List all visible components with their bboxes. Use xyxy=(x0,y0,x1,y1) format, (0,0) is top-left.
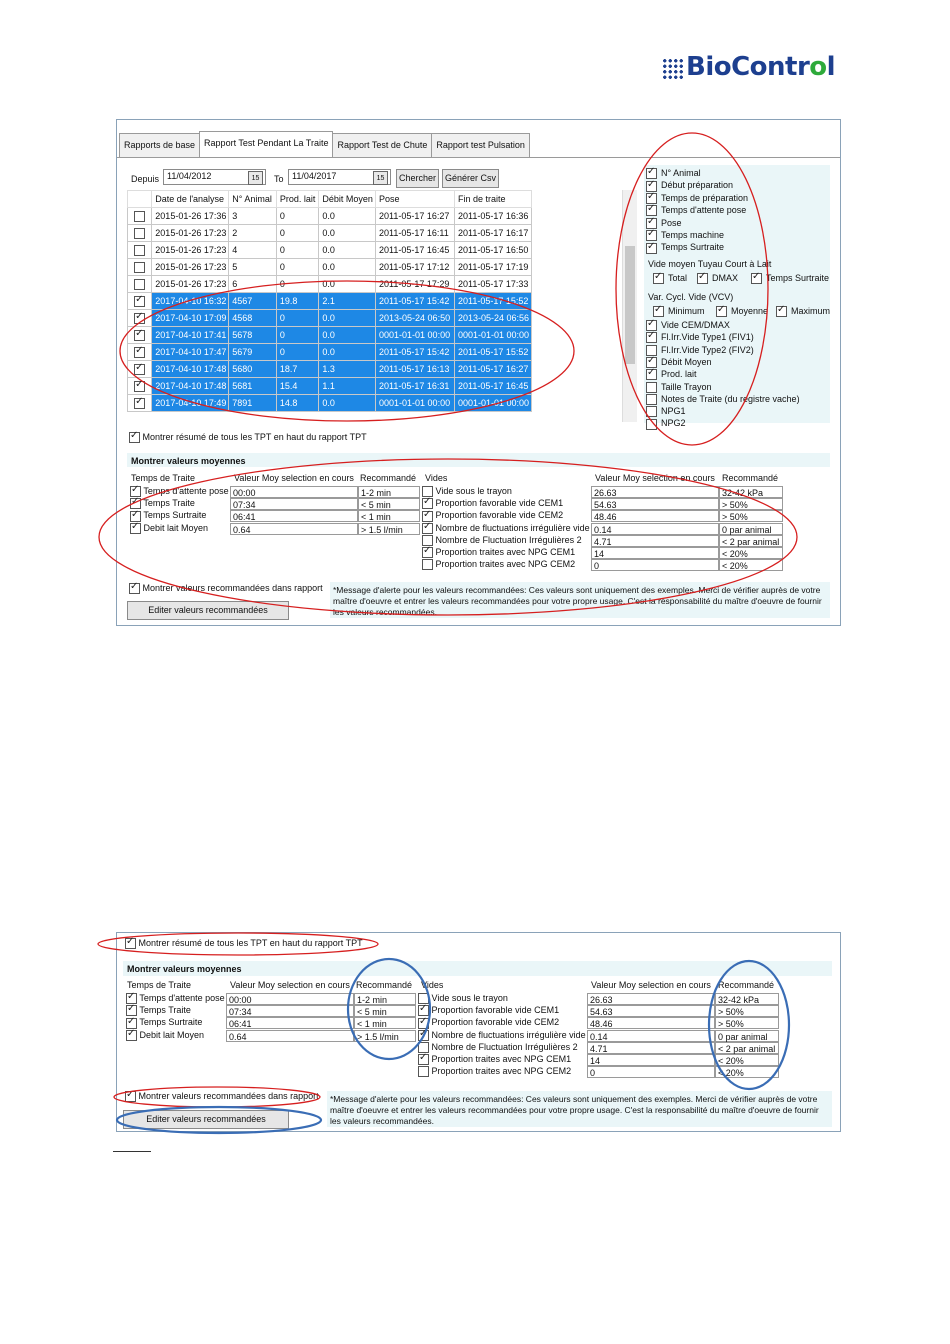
table-cell: 2017-04-10 17:09 xyxy=(152,310,229,327)
average-value-field: 26.63 xyxy=(591,486,719,498)
biocontrol-logo xyxy=(662,52,837,86)
checkbox[interactable] xyxy=(646,218,657,229)
from-date-field[interactable]: 11/04/2012 15 xyxy=(163,169,266,185)
average-label: Nombre de Fluctuation Irrégulières 2 xyxy=(431,1041,578,1052)
table-cell: 2017-04-10 17:48 xyxy=(152,378,229,395)
average-label: Proportion traites avec NPG CEM1 xyxy=(435,547,576,557)
logo-text: BioControl xyxy=(686,52,836,82)
checkbox[interactable] xyxy=(751,273,762,284)
column-option[interactable] xyxy=(646,242,724,253)
checkbox[interactable] xyxy=(418,1054,429,1065)
table-cell: 14.8 xyxy=(276,395,319,412)
table-cell: 2017-04-10 16:32 xyxy=(152,293,229,310)
average-value-field: 54.63 xyxy=(587,1005,715,1017)
table-cell: 0 xyxy=(276,310,319,327)
edit-recommended-button[interactable]: Editer valeurs recommandées xyxy=(123,1110,289,1129)
checkbox[interactable] xyxy=(125,938,136,949)
table-cell: 2013-05-24 06:50 xyxy=(376,310,455,327)
column-option[interactable] xyxy=(646,320,730,331)
recommended-value-field: < 5 min xyxy=(358,498,420,510)
column-option-label: Maximum xyxy=(791,306,831,316)
table-cell: 2011-05-17 16:45 xyxy=(454,378,531,395)
report-window-full xyxy=(116,119,841,626)
average-label: Temps Surtraite xyxy=(139,1017,203,1028)
average-row-label[interactable] xyxy=(418,1042,590,1053)
column-header: Vides xyxy=(421,980,444,990)
checkbox[interactable] xyxy=(646,193,657,204)
table-cell: 0 xyxy=(276,208,319,225)
to-date-field[interactable]: 11/04/2017 15 xyxy=(288,169,391,185)
from-label: Depuis xyxy=(131,174,160,184)
recommended-value-field: 1-2 min xyxy=(354,993,416,1005)
table-cell: 0.0 xyxy=(319,395,376,412)
table-cell: 5681 xyxy=(229,378,277,395)
column-option[interactable] xyxy=(646,332,754,343)
column-option[interactable] xyxy=(646,394,800,405)
checkbox[interactable] xyxy=(716,306,727,317)
column-option[interactable] xyxy=(646,193,748,204)
average-label: Proportion favorable vide CEM1 xyxy=(431,1005,560,1016)
table-cell: 1.1 xyxy=(319,378,376,395)
average-row-label[interactable] xyxy=(422,559,594,570)
checkbox[interactable] xyxy=(646,382,657,393)
column-option[interactable] xyxy=(646,357,712,368)
recommended-value-field: < 5 min xyxy=(354,1005,416,1017)
column-option[interactable] xyxy=(646,168,701,179)
table-cell: 2011-05-17 16:45 xyxy=(376,242,455,259)
average-label: Proportion favorable vide CEM1 xyxy=(435,498,564,509)
checkbox[interactable] xyxy=(126,1030,137,1041)
recommended-value-field: 32-42 kPa xyxy=(715,993,779,1005)
average-row-label[interactable] xyxy=(130,486,229,497)
tab-milking-test-report[interactable]: Rapport Test Pendant La Traite xyxy=(199,131,333,158)
recommended-value-field: 32-42 kPa xyxy=(719,486,783,498)
column-option[interactable] xyxy=(646,382,712,393)
table-cell: 2011-05-17 16:50 xyxy=(454,242,531,259)
column-option-label: Temps Surtraite xyxy=(766,273,830,283)
table-cell: 2011-05-17 17:29 xyxy=(376,276,455,293)
average-row-label[interactable] xyxy=(418,1054,590,1065)
table-cell: 2011-05-17 17:19 xyxy=(454,259,531,276)
average-value-field: 0 xyxy=(587,1066,715,1078)
table-cell: 2017-04-10 17:47 xyxy=(152,344,229,361)
column-header: Vides xyxy=(425,473,448,483)
column-option-label: Moyenne xyxy=(731,306,769,316)
column-option[interactable] xyxy=(646,418,686,429)
column-option-label: NPG2 xyxy=(661,418,686,429)
column-option-label: Fl.Irr.Vide Type1 (FIV1) xyxy=(661,332,754,343)
columns-checklist xyxy=(117,120,840,429)
table-cell: 0.0 xyxy=(319,327,376,344)
average-value-field: 14 xyxy=(591,547,719,559)
average-row-label[interactable] xyxy=(126,1017,202,1028)
column-option[interactable] xyxy=(646,406,686,417)
table-cell: 0 xyxy=(276,242,319,259)
table-cell: 0 xyxy=(276,327,319,344)
checkbox[interactable] xyxy=(422,559,433,570)
table-cell: 4 xyxy=(229,242,277,259)
column-option[interactable] xyxy=(646,230,724,241)
average-label: Nombre de fluctuations irrégulière vide xyxy=(435,522,590,533)
column-header: Valeur Moy selection en cours xyxy=(591,980,711,990)
table-cell: 6 xyxy=(229,276,277,293)
average-row-label[interactable] xyxy=(422,498,594,509)
table-cell: 2011-05-17 15:42 xyxy=(376,293,455,310)
average-value-field: 06:41 xyxy=(226,1017,354,1029)
table-cell: 0 xyxy=(276,225,319,242)
calendar-icon[interactable]: 15 xyxy=(248,171,263,185)
column-header: Valeur Moy selection en cours xyxy=(234,473,354,483)
table-cell: 0 xyxy=(276,259,319,276)
table-cell: 2011-05-17 17:12 xyxy=(376,259,455,276)
table-cell: 0001-01-01 00:00 xyxy=(454,395,531,412)
table-cell: 2011-05-17 17:33 xyxy=(454,276,531,293)
table-cell: 2011-05-17 16:27 xyxy=(376,208,455,225)
table-cell: 0001-01-01 00:00 xyxy=(376,327,455,344)
table-cell: 2015-01-26 17:23 xyxy=(152,225,229,242)
divider xyxy=(113,1151,151,1152)
recommended-value-field: > 1.5 l/min xyxy=(358,523,420,535)
recommended-value-field: > 50% xyxy=(719,510,783,522)
show-recommended-toggle[interactable]: ✓ Montrer valeurs recommandées dans rapport xyxy=(125,1091,319,1102)
table-cell: 2017-04-10 17:48 xyxy=(152,361,229,378)
average-label: Proportion traites avec NPG CEM1 xyxy=(431,1054,572,1064)
average-value-field: 48.46 xyxy=(587,1017,715,1029)
recommended-value-field: > 50% xyxy=(719,498,783,510)
average-value-field: 0 xyxy=(591,559,719,571)
table-cell: 2011-05-17 15:52 xyxy=(454,293,531,310)
average-value-field: 0.64 xyxy=(230,523,358,535)
column-header: Recommandé xyxy=(356,980,413,990)
average-row-label[interactable] xyxy=(422,535,594,546)
vide-group-title: Vide moyen Tuyau Court à Lait xyxy=(648,259,772,269)
column-header[interactable]: Prod. lait xyxy=(276,191,319,208)
checkbox[interactable] xyxy=(646,243,657,254)
table-cell: 0.0 xyxy=(319,344,376,361)
checkbox[interactable] xyxy=(646,205,657,216)
table-cell: 2017-04-10 17:41 xyxy=(152,327,229,344)
logo-dots-icon xyxy=(662,58,684,80)
average-row-label[interactable] xyxy=(126,993,225,1004)
tab-drop-test-report[interactable]: Rapport Test de Chute xyxy=(332,133,432,158)
average-value-field: 00:00 xyxy=(230,486,358,498)
average-value-field: 26.63 xyxy=(587,993,715,1005)
column-option-label: Minimum xyxy=(668,306,705,316)
column-option[interactable] xyxy=(646,205,746,216)
checkbox[interactable] xyxy=(130,523,141,534)
average-label: Temps d'attente pose xyxy=(143,486,229,496)
table-cell: 2011-05-17 16:36 xyxy=(454,208,531,225)
column-option[interactable] xyxy=(646,369,697,380)
table-cell: 2011-05-17 16:11 xyxy=(376,225,455,242)
average-value-field: 48.46 xyxy=(591,510,719,522)
average-label: Temps d'attente pose xyxy=(139,993,225,1003)
table-cell: 0.0 xyxy=(319,225,376,242)
table-cell: 0.0 xyxy=(319,208,376,225)
column-option-label: DMAX xyxy=(712,273,739,283)
table-cell: 19.8 xyxy=(276,293,319,310)
average-label: Debit lait Moyen xyxy=(139,1029,205,1040)
table-cell: 2011-05-17 16:17 xyxy=(454,225,531,242)
average-row-label[interactable] xyxy=(422,523,594,534)
checkbox[interactable] xyxy=(646,332,657,343)
vide-option[interactable] xyxy=(751,273,829,284)
checkbox[interactable] xyxy=(129,583,140,594)
table-cell: 7891 xyxy=(229,395,277,412)
column-header: Temps de Traite xyxy=(127,980,192,990)
average-value-field: 4.71 xyxy=(587,1042,715,1054)
column-header[interactable]: Pose xyxy=(376,191,455,208)
column-header: Temps de Traite xyxy=(131,473,196,483)
table-cell: 0.0 xyxy=(319,276,376,293)
table-cell: 5 xyxy=(229,259,277,276)
checkbox[interactable] xyxy=(646,394,657,405)
table-cell: 2015-01-26 17:23 xyxy=(152,242,229,259)
average-row-label[interactable] xyxy=(130,523,208,534)
table-cell: 2015-01-26 17:23 xyxy=(152,259,229,276)
average-label: Nombre de fluctuations irrégulière vide xyxy=(431,1029,586,1040)
column-header: Valeur Moy selection en cours xyxy=(230,980,350,990)
average-label: Nombre de Fluctuation Irrégulières 2 xyxy=(435,534,582,545)
column-header: Recommandé xyxy=(360,473,417,483)
table-cell: 2011-05-17 16:13 xyxy=(376,361,455,378)
checkbox[interactable] xyxy=(646,369,657,380)
table-cell: 2011-05-17 15:42 xyxy=(376,344,455,361)
table-cell: 15.4 xyxy=(276,378,319,395)
table-cell: 1.3 xyxy=(319,361,376,378)
recommended-value-field: > 50% xyxy=(715,1005,779,1017)
checkbox[interactable] xyxy=(422,523,433,534)
average-row-label[interactable] xyxy=(422,510,594,521)
vcv-option[interactable] xyxy=(716,306,768,317)
table-cell: 2013-05-24 06:56 xyxy=(454,310,531,327)
recommended-value-field: < 20% xyxy=(715,1054,779,1066)
average-row-label[interactable] xyxy=(418,1066,590,1077)
column-option-label: Prod. lait xyxy=(661,369,697,380)
column-option-label: Notes de Traite (du registre vache) xyxy=(661,393,800,404)
column-option-label: Fl.Irr.Vide Type2 (FIV2) xyxy=(661,344,754,355)
export-csv-button[interactable]: Générer Csv xyxy=(442,169,499,188)
recommended-value-field: > 1.5 l/min xyxy=(354,1030,416,1042)
table-cell: 5679 xyxy=(229,344,277,361)
average-value-field: 54.63 xyxy=(591,498,719,510)
checkbox[interactable] xyxy=(646,406,657,417)
table-cell: 4567 xyxy=(229,293,277,310)
table-cell: 0001-01-01 00:00 xyxy=(454,327,531,344)
average-label: Temps Traite xyxy=(143,498,195,509)
averages-title: Montrer valeurs moyennes xyxy=(131,456,246,466)
recommended-value-field: 0 par animal xyxy=(715,1030,779,1042)
summary-toggle[interactable]: ✓ Montrer résumé de tous les TPT en haut du rapport TPT xyxy=(125,938,363,949)
table-cell: 2 xyxy=(229,225,277,242)
checkbox[interactable] xyxy=(646,168,657,179)
average-row-label[interactable] xyxy=(418,1017,590,1028)
average-row-label[interactable] xyxy=(126,1030,204,1041)
vcv-option[interactable] xyxy=(653,306,705,317)
alert-note: *Message d'alerte pour les valeurs recommandées: Ces valeurs sont uniquement des exemples. Merci de vérifier auprès de votre maître d'oeuvre et entrer les valeurs recommandées pour votre propre usage. C'est la responsabilité du maître d'oeuvre de fournir les valeurs recommandées. xyxy=(330,1094,819,1126)
checkbox[interactable] xyxy=(646,230,657,241)
checkbox[interactable] xyxy=(697,273,708,284)
checkbox[interactable] xyxy=(418,1066,429,1077)
column-option-label: NPG1 xyxy=(661,406,686,417)
averages-title: Montrer valeurs moyennes xyxy=(127,964,242,974)
checkbox[interactable] xyxy=(646,181,657,192)
column-option-label: N° Animal xyxy=(661,168,701,178)
column-option-label: Temps d'attente pose xyxy=(661,205,747,216)
table-cell: 0.0 xyxy=(319,259,376,276)
average-value-field: 0.14 xyxy=(587,1030,715,1042)
summary-toggle[interactable]: ✓ Montrer résumé de tous les TPT en haut du rapport TPT xyxy=(129,432,367,443)
average-row-label[interactable] xyxy=(422,486,594,497)
table-cell: 2011-05-17 16:27 xyxy=(454,361,531,378)
table-cell: 2017-04-10 17:49 xyxy=(152,395,229,412)
column-option-label: Débit Moyen xyxy=(661,356,712,367)
tab-basic-reports[interactable]: Rapports de base xyxy=(119,133,200,158)
checkbox[interactable] xyxy=(646,419,657,430)
average-value-field: 4.71 xyxy=(591,535,719,547)
average-row-label[interactable] xyxy=(130,498,195,509)
average-value-field: 0.14 xyxy=(591,523,719,535)
recommended-value-field: 1-2 min xyxy=(358,486,420,498)
column-header: Recommandé xyxy=(718,980,775,990)
table-cell: 0 xyxy=(276,344,319,361)
table-cell: 5678 xyxy=(229,327,277,344)
table-cell: 2011-05-17 15:52 xyxy=(454,344,531,361)
tab-pulsation-test-report[interactable]: Rapport test Pulsation xyxy=(431,133,530,158)
average-value-field: 07:34 xyxy=(226,1005,354,1017)
column-header[interactable]: Date de l'analyse xyxy=(152,191,229,208)
average-value-field: 06:41 xyxy=(230,510,358,522)
column-option[interactable] xyxy=(646,180,733,191)
average-row-label[interactable] xyxy=(422,547,594,558)
table-cell: 5680 xyxy=(229,361,277,378)
vcv-group-title: Var. Cycl. Vide (VCV) xyxy=(648,292,734,302)
average-value-field: 00:00 xyxy=(226,993,354,1005)
calendar-icon[interactable]: 15 xyxy=(373,171,388,185)
average-label: Proportion favorable vide CEM2 xyxy=(435,510,564,521)
table-cell: 2.1 xyxy=(319,293,376,310)
average-row-label[interactable] xyxy=(126,1005,191,1016)
column-option-label: Vide CEM/DMAX xyxy=(661,320,730,330)
average-label: Debit lait Moyen xyxy=(143,522,209,533)
column-header: Valeur Moy selection en cours xyxy=(595,473,715,483)
average-row-label[interactable] xyxy=(418,993,590,1004)
recommended-value-field: < 1 min xyxy=(354,1017,416,1029)
average-label: Vide sous le trayon xyxy=(431,993,508,1003)
table-cell: 0 xyxy=(276,276,319,293)
average-label: Temps Surtraite xyxy=(143,510,207,521)
vcv-option[interactable] xyxy=(776,306,830,317)
average-label: Proportion traites avec NPG CEM2 xyxy=(435,559,576,570)
checkbox[interactable] xyxy=(776,306,787,317)
average-label: Temps Traite xyxy=(139,1005,191,1016)
average-row-label[interactable] xyxy=(418,1005,590,1016)
recommended-value-field: < 20% xyxy=(719,559,783,571)
column-option-label: Temps machine xyxy=(661,230,725,240)
checkbox[interactable] xyxy=(125,1091,136,1102)
column-option-label: Pose xyxy=(661,217,682,228)
checkbox[interactable] xyxy=(418,1030,429,1041)
averages-window-zoom xyxy=(116,932,841,1132)
average-label: Vide sous le trayon xyxy=(435,486,512,496)
average-value-field: 07:34 xyxy=(230,498,358,510)
edit-recommended-button[interactable]: Editer valeurs recommandées xyxy=(127,601,289,620)
search-button[interactable]: Chercher xyxy=(396,169,439,188)
vide-option[interactable] xyxy=(653,273,687,284)
average-value-field: 14 xyxy=(587,1054,715,1066)
table-cell: 0.0 xyxy=(319,310,376,327)
checkbox[interactable] xyxy=(653,273,664,284)
table-cell: 0.0 xyxy=(319,242,376,259)
recommended-value-field: > 50% xyxy=(715,1017,779,1029)
table-cell: 2015-01-26 17:36 xyxy=(152,208,229,225)
recommended-value-field: < 20% xyxy=(719,547,783,559)
column-header[interactable]: Fin de traite xyxy=(454,191,531,208)
table-cell: 0001-01-01 00:00 xyxy=(376,395,455,412)
average-label: Proportion favorable vide CEM2 xyxy=(431,1017,560,1028)
average-row-label[interactable] xyxy=(418,1030,590,1041)
recommended-value-field: < 2 par animal xyxy=(715,1042,779,1054)
table-cell: 2011-05-17 16:31 xyxy=(376,378,455,395)
recommended-value-field: < 1 min xyxy=(358,510,420,522)
vide-option[interactable] xyxy=(697,273,738,284)
average-value-field: 0.64 xyxy=(226,1030,354,1042)
column-option[interactable] xyxy=(646,218,682,229)
column-header: Recommandé xyxy=(722,473,779,483)
show-recommended-toggle[interactable]: ✓ Montrer valeurs recommandées dans rapport xyxy=(129,583,323,594)
table-cell: 4568 xyxy=(229,310,277,327)
table-cell: 3 xyxy=(229,208,277,225)
column-option-label: Total xyxy=(668,273,688,283)
column-option-label: Temps Surtraite xyxy=(661,242,725,253)
recommended-value-field: < 2 par animal xyxy=(719,535,783,547)
column-header[interactable]: Débit Moyen xyxy=(319,191,376,208)
column-option[interactable] xyxy=(646,345,754,356)
alert-note: *Message d'alerte pour les valeurs recommandées: Ces valeurs sont uniquement des exemples. Merci de vérifier auprès de votre maître d'oeuvre et entrer les valeurs recommandées pour votre propre usage. C'est la responsabilité du maître d'oeuvre de fournir les valeurs recommandées. xyxy=(333,585,822,617)
table-cell: 18.7 xyxy=(276,361,319,378)
checkbox[interactable] xyxy=(129,432,140,443)
recommended-value-field: < 20% xyxy=(715,1066,779,1078)
recommended-value-field: 0 par animal xyxy=(719,523,783,535)
column-option-label: Temps de préparation xyxy=(661,192,749,203)
table-cell: 2015-01-26 17:23 xyxy=(152,276,229,293)
column-option-label: Taille Trayon xyxy=(661,381,712,392)
checkbox[interactable] xyxy=(422,547,433,558)
checkbox[interactable] xyxy=(653,306,664,317)
to-label: To xyxy=(274,174,284,184)
column-header[interactable]: N° Animal xyxy=(229,191,277,208)
average-row-label[interactable] xyxy=(130,510,206,521)
average-label: Proportion traites avec NPG CEM2 xyxy=(431,1066,572,1077)
column-option-label: Début préparation xyxy=(661,180,734,191)
